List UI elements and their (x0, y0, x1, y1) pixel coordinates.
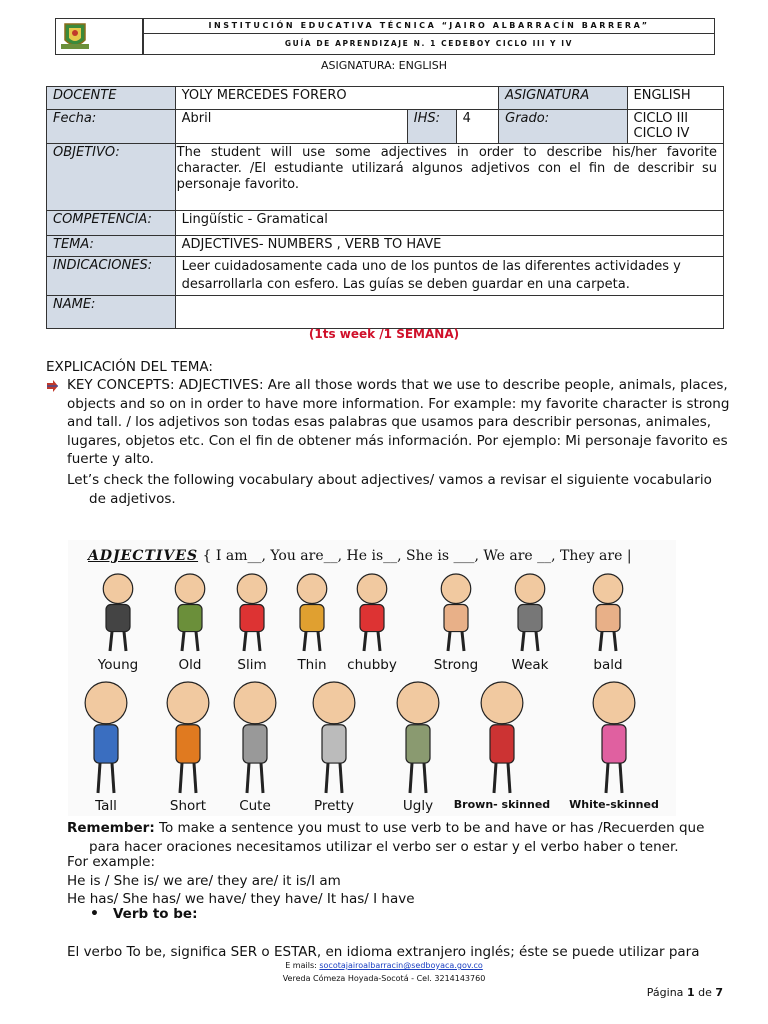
figure-white-skinned-icon (586, 680, 642, 796)
ihs-label: IHS: (407, 110, 456, 144)
figure-old-icon (162, 572, 218, 654)
figure-thin-icon (284, 572, 340, 654)
lets-check-line-2: de adjetivos. (89, 490, 176, 507)
examples-block (67, 853, 415, 909)
school-logo-box (55, 18, 143, 55)
key-concepts-paragraph: KEY CONCEPTS: ADJECTIVES: Are all those words that we use to describe people, animals, places, objects and so on in order to have more information. For example: my favorite character is strong and tall. / los adjetivos son todas esas palabras que usamos para describir personas, animales, lugares, objetos etc. Con el fin de obtener más información. Por ejemplo: Mi personaje favorito es fuerte y alto. (67, 377, 730, 467)
competencia-value: Lingüístic - Gramatical (175, 211, 723, 236)
figure-slim-icon (224, 572, 280, 654)
name-label: NAME: (47, 296, 176, 329)
remember-paragraph (67, 819, 742, 856)
adjective-label: Slim (237, 657, 267, 673)
remember-text-1: To make a sentence you must to use verb to be and have or has /Recuerden que (154, 820, 705, 836)
grado-value (627, 110, 724, 144)
for-example-label: For example: (67, 854, 156, 870)
adjective-label: Brown- skinned (453, 798, 551, 811)
remember-text-2: para hacer oraciones necesitamos utilizar el verbo ser o estar y el verbo haber o tener. (89, 838, 679, 855)
tema-label: TEMA: (47, 236, 176, 257)
lets-check-line-1: Let’s check the following vocabulary about adjectives/ vamos a revisar el siguiente vocabulario (67, 472, 712, 488)
fecha-value: Abril (175, 110, 407, 144)
figure-pretty-icon (306, 680, 362, 796)
grado-label: Grado: (499, 110, 627, 144)
tema-value: ADJECTIVES- NUMBERS , VERB TO HAVE (175, 236, 723, 257)
figure-weak-icon (502, 572, 558, 654)
el-verbo-paragraph: El verbo To be, significa SER o ESTAR, en idioma extranjero inglés; éste se puede utilizar para (67, 944, 700, 960)
adjective-label: Pretty (313, 798, 355, 814)
figure-tall-icon (78, 680, 134, 796)
figure-bald-icon (580, 572, 636, 654)
fecha-label: Fecha: (47, 110, 176, 144)
objetivo-value: The student will use some adjectives in order to describe his/her favorite character. /El estudiante utilizará algunos adjetivos con el fin de describir su personaje favorito. (175, 144, 723, 211)
arrow-bullet-icon (46, 380, 58, 392)
week-label: (1ts week /1 SEMANA) (308, 327, 460, 341)
grado-value-2: CICLO IV (633, 126, 690, 141)
adjective-label: Weak (511, 657, 549, 673)
asignatura-value: ENGLISH (627, 87, 724, 110)
adjective-label: Ugly (402, 798, 434, 814)
emails-label: E mails: (285, 961, 320, 970)
footer-address: Vereda Cómeza Hoyada-Socotá - Cel. 3214143760 (282, 974, 486, 983)
ihs-value: 4 (456, 110, 499, 144)
competencia-label: COMPETENCIA: (47, 211, 176, 236)
figure-chubby-icon (344, 572, 400, 654)
figure-young-icon (90, 572, 146, 654)
indicaciones-label: INDICACIONES: (47, 257, 176, 296)
school-crest-icon (56, 19, 142, 54)
asignatura-label: ASIGNATURA (499, 87, 627, 110)
picture-title (88, 548, 632, 564)
bullet-dot-icon: • (90, 906, 99, 922)
example-line-2: He has/ She has/ we have/ they have/ It has/ I have (67, 891, 415, 907)
info-table (46, 86, 724, 329)
page-number: Página 1 de 7 (646, 986, 723, 999)
subject-line: ASIGNATURA: ENGLISH (320, 59, 447, 72)
figure-cute-icon (227, 680, 283, 796)
indicaciones-value: Leer cuidadosamente cada uno de los puntos de las diferentes actividades y desarrollarla con esfero. Las guías se deben guardar en una carpeta. (175, 257, 723, 296)
name-value[interactable] (175, 296, 723, 329)
email-link[interactable]: socotajairoalbarracin@sedboyaca.gov.co (319, 961, 483, 970)
remember-label: Remember: (67, 820, 155, 836)
verb-to-be-heading (90, 905, 198, 924)
institution-name: INSTITUCIÓN EDUCATIVA TÉCNICA “JAIRO ALBARRACÍN BARRERA” (143, 18, 715, 34)
verb-to-be-label: Verb to be: (112, 906, 198, 922)
adjective-label: Cute (239, 798, 271, 814)
adjective-label: White-skinned (569, 798, 659, 811)
figure-short-icon (160, 680, 216, 796)
docente-value: YOLY MERCEDES FORERO (175, 87, 498, 110)
figure-ugly-icon (390, 680, 446, 796)
explicacion-heading: EXPLICACIÓN DEL TEMA: (46, 359, 213, 375)
adjective-label: Young (97, 657, 139, 673)
docente-label: DOCENTE (47, 87, 176, 110)
objetivo-label: OBJETIVO: (47, 144, 176, 211)
picture-title-rest: { I am__, You are__, He is__, She is ___, We are __, They are | (202, 548, 632, 564)
adjective-label: chubby (347, 657, 397, 673)
picture-title-word: ADJECTIVES (88, 548, 199, 564)
adjective-label: bald (593, 657, 623, 673)
grado-value-1: CICLO III (633, 111, 689, 126)
adjective-label: Strong (433, 657, 479, 673)
guide-title: GUÍA DE APRENDIZAJE N. 1 CEDEBOY CICLO III Y IV (143, 34, 715, 55)
footer-emails (0, 961, 768, 970)
lets-check-paragraph (67, 471, 742, 508)
adjective-label: Old (178, 657, 202, 673)
example-line-1: He is / She is/ we are/ they are/ it is/I am (67, 872, 341, 889)
adjective-label: Tall (95, 798, 117, 814)
figure-brown-skinned-icon (474, 680, 530, 796)
figure-strong-icon (428, 572, 484, 654)
adjective-label: Thin (297, 657, 327, 673)
adjective-label: Short (169, 798, 207, 814)
